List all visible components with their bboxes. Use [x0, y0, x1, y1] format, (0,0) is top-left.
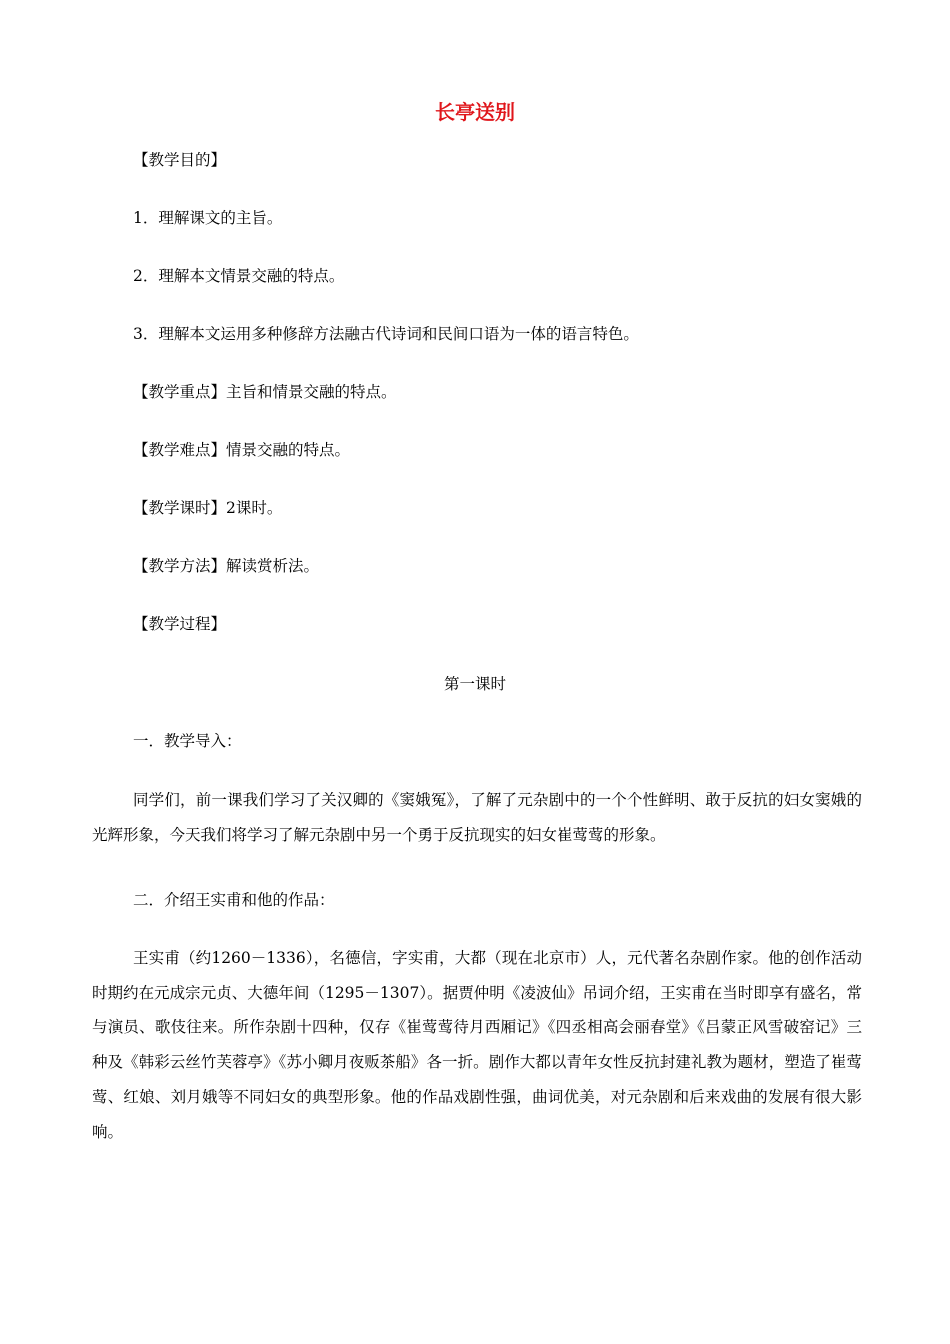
process-heading: 【教学过程】 [133, 615, 227, 633]
difficulty-text: 情景交融的特点。 [226, 441, 351, 459]
hours-label: 【教学课时】 [133, 499, 227, 517]
method-row [133, 555, 319, 577]
section2-heading: 二．介绍王实甫和他的作品： [133, 891, 335, 909]
hours-row [133, 497, 282, 519]
key-points-label: 【教学重点】 [133, 383, 227, 401]
key-points-text: 主旨和情景交融的特点。 [226, 383, 397, 401]
difficulty-row [133, 439, 350, 461]
objective-item-1: 1．理解课文的主旨。 [133, 209, 283, 227]
document-title: 长亭送别 [435, 100, 515, 124]
objective-item-3: 3．理解本文运用多种修辞方法融古代诗词和民间口语为一体的语言特色。 [133, 325, 639, 343]
section1-paragraph: 同学们，前一课我们学习了关汉卿的《窦娥冤》，了解了元杂剧中的一个个性鲜明、敢于反抗的妇女窦娥的光辉形象，今天我们将学习了解元杂剧中另一个勇于反抗现实的妇女崔莺莺的形象。 [92, 791, 862, 844]
difficulty-label: 【教学难点】 [133, 441, 227, 459]
objectives-heading: 【教学目的】 [133, 151, 227, 169]
section2-paragraph: 王实甫（约1260－1336），名德信，字实甫，大都（现在北京市）人，元代著名杂剧作家。他的创作活动时期约在元成宗元贞、大德年间（1295－1307）。据贾仲明《凌波仙》吊词介绍，王实甫在当时即享有盛名，常与演员、歌伎往来。所作杂剧十四种，仅存《崔莺莺待月西厢记》《四丞相高会丽春堂》《吕蒙正风雪破窑记》三种及《韩彩云丝竹芙蓉亭》《苏小卿月夜贩茶船》各一折。剧作大都以青年女性反抗封建礼教为题材，塑造了崔莺莺、红娘、刘月娥等不同妇女的典型形象。他的作品戏剧性强，曲词优美，对元杂剧和后来戏曲的发展有很大影响。 [92, 949, 862, 1141]
key-points-row [133, 381, 397, 403]
section1-heading: 一．教学导入： [133, 732, 242, 750]
hours-text: 2课时。 [226, 499, 283, 517]
objective-item-2: 2．理解本文情景交融的特点。 [133, 267, 345, 285]
lesson-title: 第一课时 [443, 675, 506, 693]
method-label: 【教学方法】 [133, 557, 227, 575]
method-text: 解读赏析法。 [226, 557, 320, 575]
